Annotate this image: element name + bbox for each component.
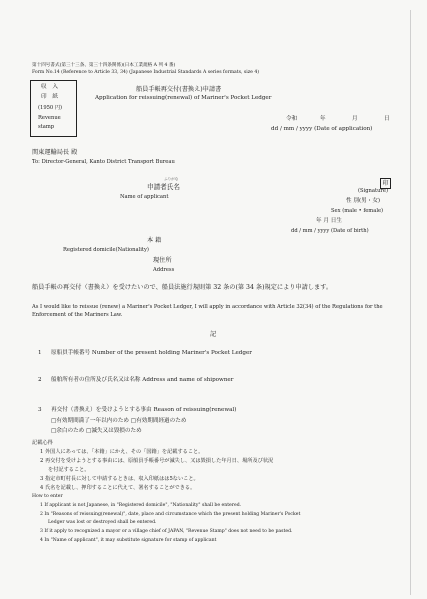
stamp-line-4: Revenue [38, 115, 61, 121]
notes-jp-2: 2 再交付を受けようとする事由には、原船員手帳番号が滅失し、又は毀損した年月日、場所及び状況 [40, 458, 274, 464]
signature-label: (Signature) [358, 188, 388, 194]
item-3-num: 3 [38, 407, 42, 413]
address-en: Address [153, 267, 175, 273]
address-jp: 現住所 [153, 257, 172, 264]
addressee-jp: 関東運輸局長 殿 [32, 149, 78, 156]
date-era: 令和 [286, 116, 298, 122]
domicile-en: Registered domicile(Nationality) [63, 247, 149, 253]
page-edge [410, 10, 411, 595]
notes-jp-3: 3 指定市町村長に対して申請するときは、収入印紙はは5ないこと。 [40, 476, 199, 482]
domicile-jp: 本 籍 [147, 237, 162, 244]
seal-box: 印 [380, 178, 391, 189]
notes-jp-heading: 記載心得 [32, 440, 53, 446]
notes-jp-2b: を付記すること。 [48, 467, 90, 473]
reason-options-2[interactable]: □余白のため □滅失又は毀損のため [51, 428, 142, 434]
furigana-label: ふりがな [164, 177, 179, 181]
reason-options-1[interactable]: □有効期間満了一年以内のため □有効期間経過のため [51, 418, 187, 424]
statement-en: As I would like to reissue (renew) a Mariner's Pocket Ledger, I will apply in accordance with Article 32(34) of the Regulations for the Enforcement of the Mariners Law. [32, 304, 383, 318]
stamp-line-5: stamp [38, 124, 55, 130]
notes-en-3: 3 If it apply to recognized a mayor or a village chief of JAPAN, "Revenue Stamp" does not need to be pasted. [40, 529, 293, 534]
stamp-line-2: 印 紙 [41, 94, 60, 100]
birth-jp: 年 月 日生 [316, 218, 342, 224]
notes-jp-4: 4 氏名を記載し、押印することに代えて、署名することができる。 [40, 485, 196, 491]
date-day: 日 [384, 116, 390, 122]
title-jp: 船員手帳再交付(書換え)申請書 [136, 86, 222, 93]
form-number-en: Form No.14 (Reference to Article 33, 34) (Japanese Industrial Standards A series formats, size 4) [32, 70, 260, 75]
notes-en-2: 2 In "Reasons of reissuing(renewal)", date, place and circumstance which the present holding Mariner's Pocket [40, 512, 301, 517]
applicant-name-en: Name of applicant [120, 194, 169, 200]
notes-en-2b: Ledger was lost or destroyed shall be entered. [48, 520, 157, 525]
notes-en-heading: How to enter [32, 494, 63, 499]
title-en: Application for reissuing(renewal) of Mariner's Pocket Ledger [95, 95, 272, 101]
date-format: dd / mm / yyyy (Date of application) [271, 126, 373, 132]
item-2-text: 船舶所有者の住所及び氏名又は名称 Address and name of shipowner [51, 377, 234, 383]
sex-en: Sex (male • female) [331, 208, 384, 214]
item-1-text: 原船員手帳番号 Number of the present holding Mariner's Pocket Ledger [51, 350, 252, 356]
notes-jp-1: 1 外国人にあっては、「本籍」にかえ、その「国籍」を記載すること。 [40, 449, 204, 455]
notes-en-1: 1 If applicant is not Japanese, in "Registered domicile", "Nationality" shall be entered. [40, 503, 242, 508]
date-year: 年 [320, 116, 326, 122]
sex-jp: 性 別(男・女) [346, 198, 381, 204]
ki-heading: 記 [210, 331, 217, 338]
item-3-text: 再交付（書換え）を受けようとする事由 Reason of reissuing(renewal) [51, 407, 237, 413]
item-1-num: 1 [38, 350, 42, 356]
notes-en-4: 4 In "Name of applicant", it may substitute signature for stamp of applicant [40, 538, 217, 543]
form-number-jp: 第十四号書式(第三十三条、第三十四条関係)(日本工業規格 A 列 4 番) [32, 63, 176, 68]
birth-en: dd / mm / yyyy (Date of birth) [291, 228, 369, 234]
stamp-line-3: (1950 円) [38, 105, 63, 111]
applicant-name-jp: 申請者氏名 [147, 183, 180, 191]
addressee-en: To: Director-General, Kanto District Transport Bureau [32, 159, 175, 165]
date-month: 月 [352, 116, 358, 122]
statement-jp: 船員手帳の再交付（書換え）を受けたいので、船員法施行規則第 32 条の(第 34 条)規定により申請します。 [32, 284, 333, 291]
item-2-num: 2 [38, 377, 42, 383]
stamp-line-1: 収 入 [41, 84, 60, 90]
